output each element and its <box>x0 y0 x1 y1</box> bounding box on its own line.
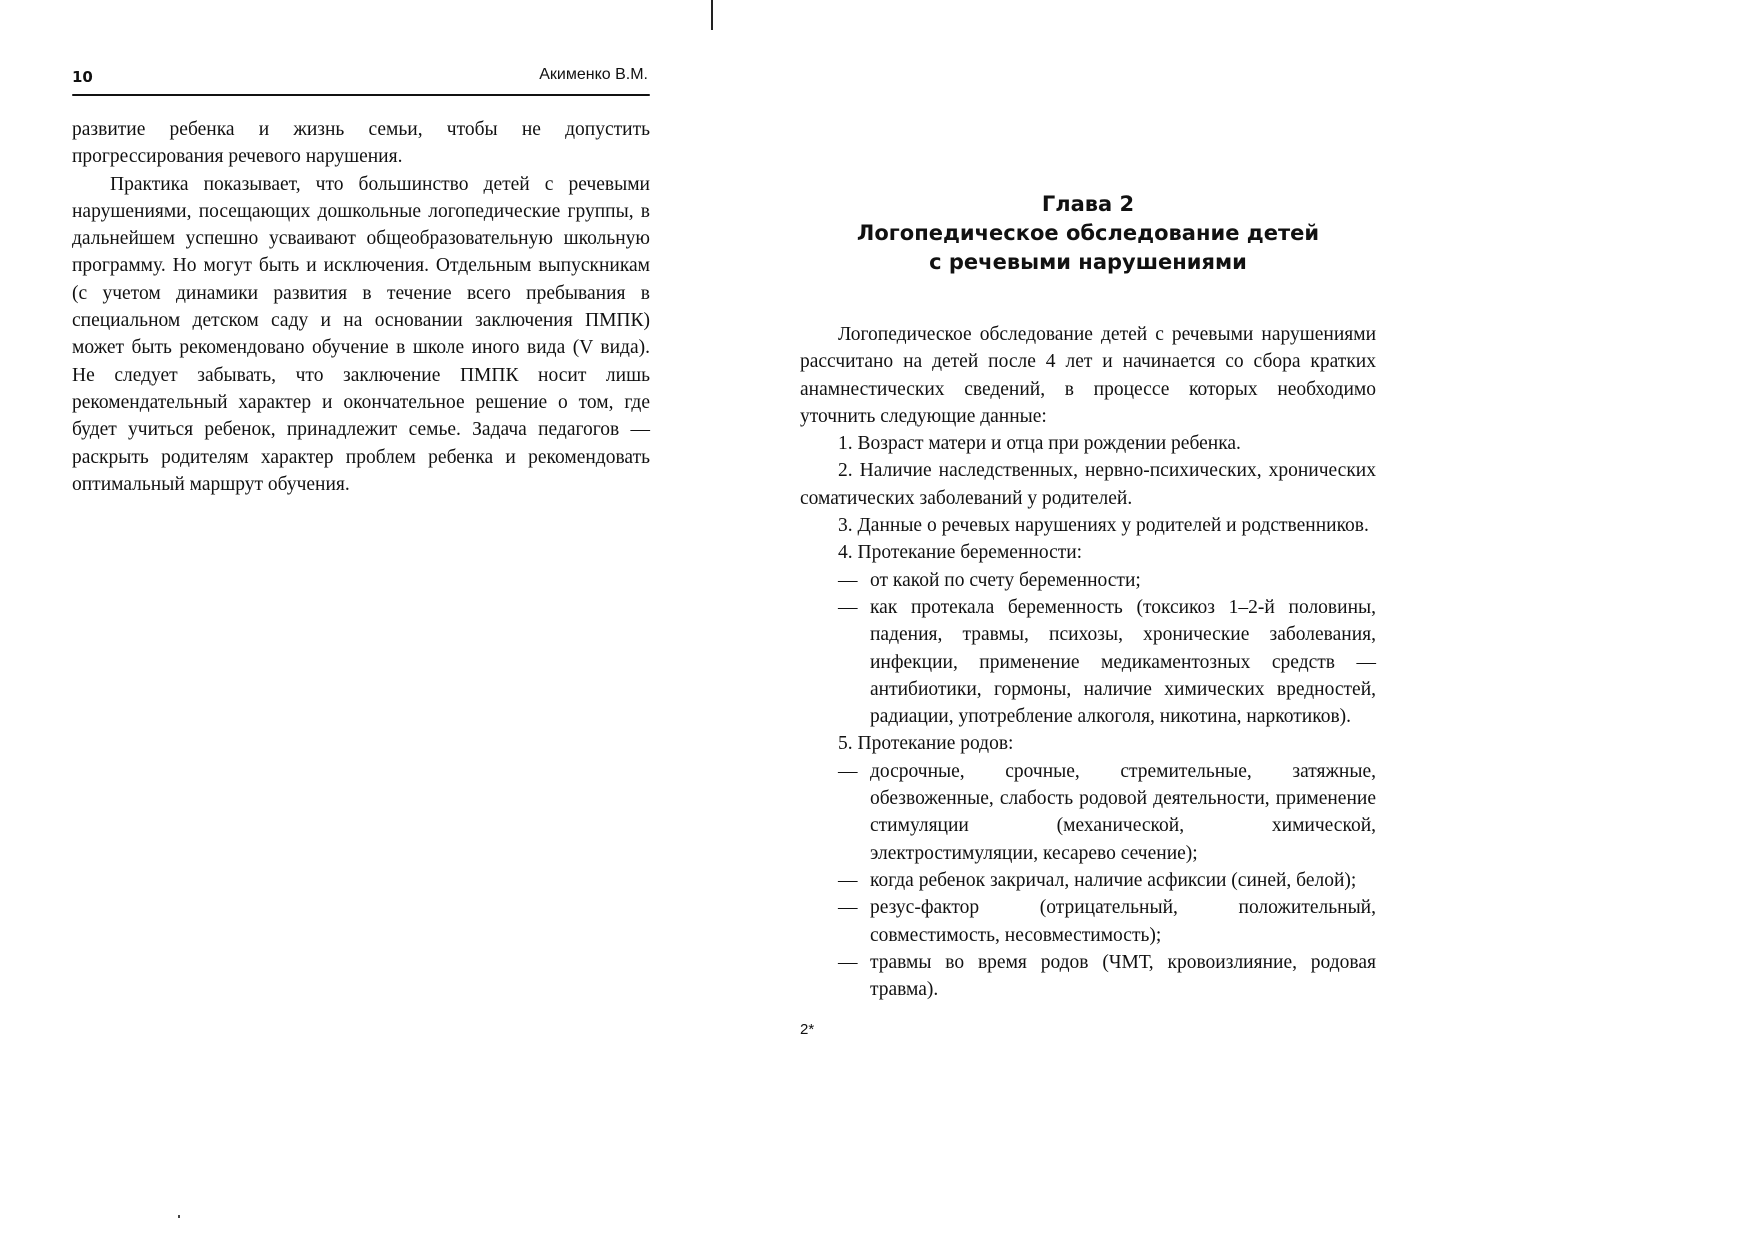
left-page <box>72 60 650 498</box>
right-page <box>800 190 1376 1038</box>
scan-speck <box>178 1215 180 1218</box>
paragraph: развитие ребенка и жизнь семьи, чтобы не допустить прогрессирования речевого нарушения. <box>72 119 650 168</box>
sub-list-item <box>800 567 1376 594</box>
page-gutter-mark <box>711 0 713 30</box>
sub-list-text: травмы во время родов (ЧМТ, кровоизлияние, родовая травма). <box>870 951 1376 1001</box>
chapter-heading <box>800 190 1376 277</box>
paragraph: Практика показывает, что большинство детей с речевыми нарушениями, посещающих дошкольные логопедические группы, в дальнейшем успешно усваивают общеобразовательную школьную программу. Но могут быть и исключения. Отдельным выпускникам (с учетом динамики развития в течение всего пребывания в специальном детском саду и на основании заключения ПМПК) может быть рекомендовано обучение в школе иного вида (V вида). Не следует забывать, что заключение ПМПК носит лишь рекомендательный характер и окончательное решение о том, где будет учиться ребенок, принадлежит семье. Задача педагогов — раскрыть родителям характер проблем ребенка и рекомендовать оптимальный маршрут обучения. <box>72 173 650 495</box>
list-item: 1. Возраст матери и отца при рождении ребенка. <box>838 433 1241 455</box>
header-rule <box>72 94 650 96</box>
sub-list-text: как протекала беременность (токсикоз 1–2-й половины, падения, травмы, психозы, хронические заболевания, инфекции, применение медикаментозных средств — антибиотики, гормоны, наличие химических вредностей, радиации, употребление алкоголя, никотина, наркотиков). <box>870 596 1376 728</box>
sub-list-text: резус-фактор (отрицательный, положительный, совместимость, несовместимость); <box>870 897 1376 946</box>
dash-bullet: — <box>838 869 858 891</box>
sub-list-text: когда ребенок закричал, наличие асфиксии (синей, белой); <box>870 869 1357 891</box>
running-head-author: Акименко В.М. <box>539 66 648 83</box>
sub-list-item <box>800 758 1376 867</box>
dash-bullet: — <box>838 897 858 919</box>
dash-bullet: — <box>838 569 858 591</box>
list-item: 2. Наличие наследственных, нервно-психических, хронических соматических заболеваний у родителей. <box>800 460 1376 509</box>
sub-list-item <box>800 594 1376 730</box>
list-item: 5. Протекание родов: <box>838 733 1014 755</box>
left-body <box>72 116 650 498</box>
dash-bullet: — <box>838 596 858 618</box>
running-head <box>72 60 650 96</box>
right-body <box>800 321 1376 1003</box>
page-number: 10 <box>72 68 93 86</box>
dash-bullet: — <box>838 951 858 973</box>
sub-list-item <box>800 867 1376 894</box>
list-item: 4. Протекание беременности: <box>838 542 1083 564</box>
chapter-title-line: Логопедическое обследование детей <box>856 221 1320 245</box>
sub-list-item <box>800 949 1376 1004</box>
sub-list-item <box>800 894 1376 949</box>
sub-list-text: от какой по счету беременности; <box>870 569 1141 591</box>
signature-mark: 2* <box>800 1021 815 1039</box>
intro-paragraph: Логопедическое обследование детей с речевыми нарушениями рассчитано на детей после 4 лет и начинается со сбора кратких анамнестических сведений, в процессе которых необходимо уточнить следующие данные: <box>800 324 1376 427</box>
dash-bullet: — <box>838 760 858 782</box>
list-item: 3. Данные о речевых нарушениях у родителей и родственников. <box>838 515 1369 537</box>
sub-list-text: досрочные, срочные, стремительные, затяжные, обезвоженные, слабость родовой деятельности, применение стимуляции (механической, химической, электростимуляции, кесарево сечение); <box>870 760 1376 864</box>
chapter-title-line: с речевыми нарушениями <box>929 250 1247 274</box>
chapter-label: Глава 2 <box>1041 192 1135 216</box>
